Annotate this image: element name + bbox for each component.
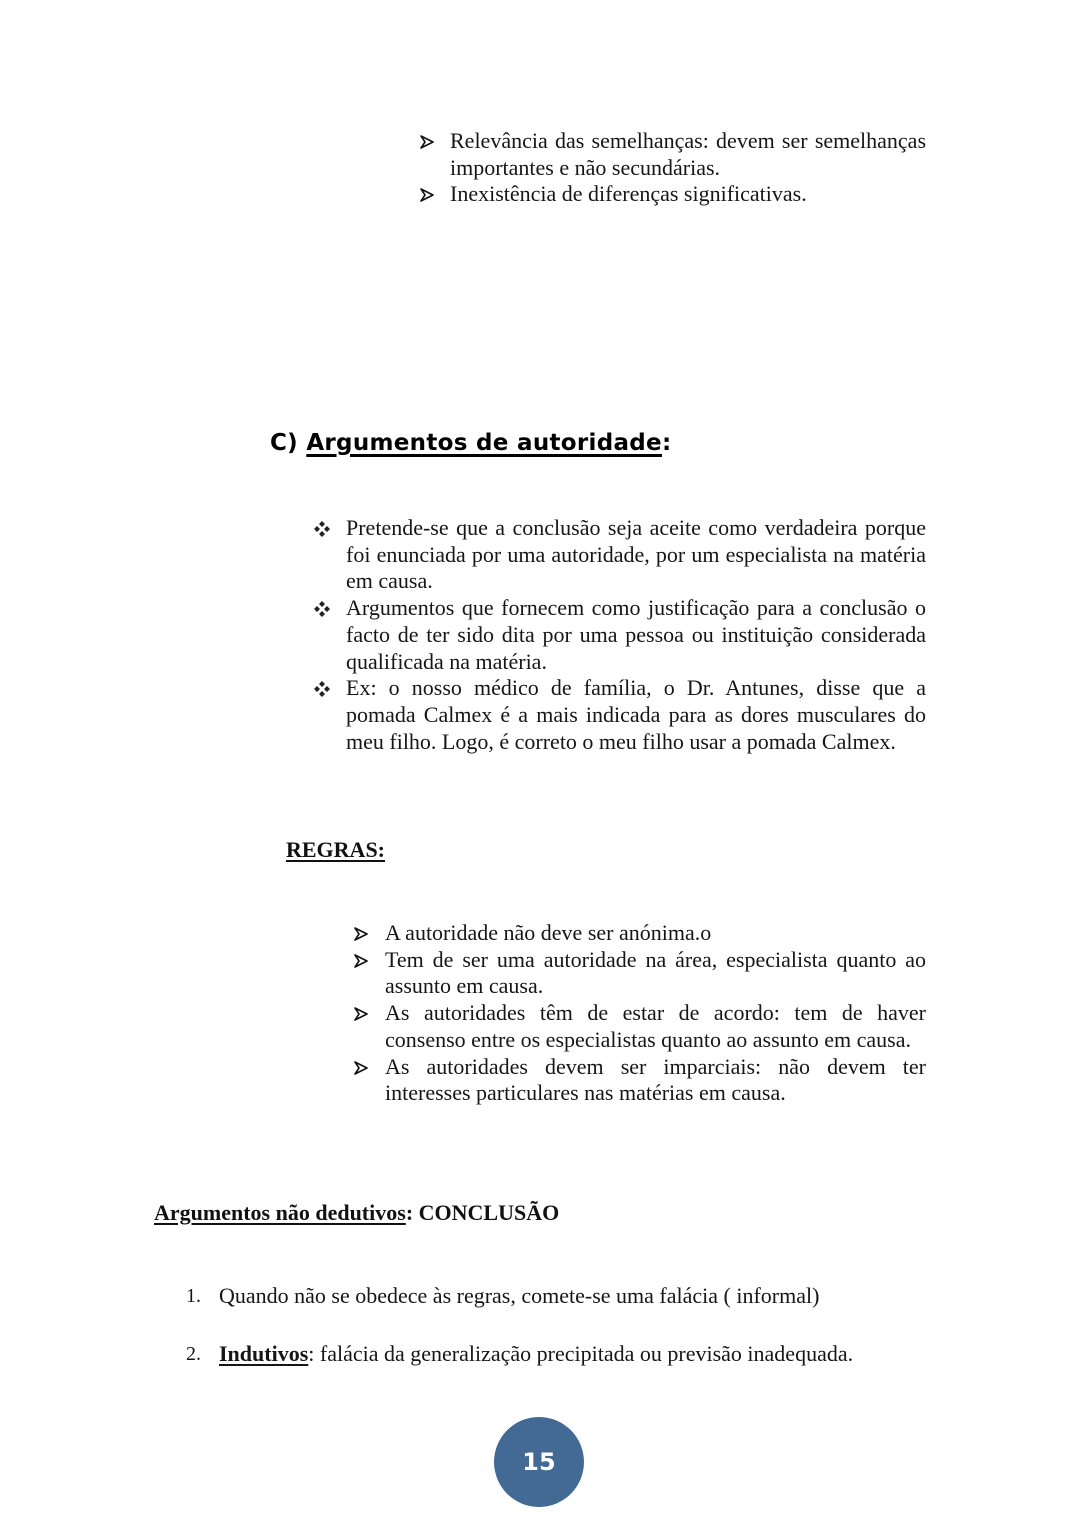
conclusion-heading-term: Argumentos não dedutivos xyxy=(154,1200,406,1225)
list-item xyxy=(418,181,926,208)
list-item-text: As autoridades têm de estar de acordo: tem de haver consenso entre os especialistas quanto ao assunto em causa. xyxy=(385,1000,926,1052)
authority-arguments-list xyxy=(314,515,926,755)
page-number-badge xyxy=(494,1417,584,1507)
conclusion-heading xyxy=(154,1200,559,1226)
four-diamond-bullet-icon xyxy=(314,681,330,697)
conclusion-heading-rest: : CONCLUSÃO xyxy=(405,1200,560,1225)
numbered-item-text: : falácia da generalização precipitada ou previsão inadequada. xyxy=(308,1340,854,1366)
page-number: 15 xyxy=(522,1448,556,1476)
list-item-text: Relevância das semelhanças: devem ser semelhanças importantes e não secundárias. xyxy=(450,128,926,180)
arrowhead-bullet-icon xyxy=(420,135,434,149)
arrowhead-bullet-icon xyxy=(354,954,368,968)
bold-term: Indutivos xyxy=(219,1340,309,1366)
arrowhead-bullet-icon xyxy=(354,1007,368,1021)
list-item-text: A autoridade não deve ser anónima.o xyxy=(385,920,712,945)
rules-heading: REGRAS: xyxy=(286,837,386,862)
item-number: 1. xyxy=(186,1285,201,1307)
section-heading xyxy=(270,430,671,456)
item-number: 2. xyxy=(186,1342,201,1365)
list-item xyxy=(352,1000,926,1053)
arrowhead-bullet-icon xyxy=(354,927,368,941)
numbered-item xyxy=(186,1341,946,1368)
arrowhead-bullet-icon xyxy=(420,188,434,202)
list-item-text: Inexistência de diferenças significativas. xyxy=(450,181,807,207)
list-item xyxy=(314,595,926,675)
section-suffix: : xyxy=(661,430,672,456)
conclusion-list xyxy=(186,1283,946,1367)
list-item-text: Argumentos que fornecem como justificação para a conclusão o facto de ter sido dita por uma pessoa ou instituição considerada qualificada na matéria. xyxy=(346,595,926,674)
arrowhead-bullet-icon xyxy=(354,1061,368,1075)
list-item xyxy=(314,675,926,755)
four-diamond-bullet-icon xyxy=(314,521,330,537)
list-item xyxy=(352,1054,926,1107)
numbered-item-text: Quando não se obedece às regras, comete-se uma falácia ( informal) xyxy=(219,1283,820,1308)
list-item xyxy=(418,128,926,181)
section-prefix: C) xyxy=(270,430,298,456)
numbered-item xyxy=(186,1283,946,1310)
list-item-text: As autoridades devem ser imparciais: não devem ter interesses particulares nas matérias em causa. xyxy=(385,1053,926,1106)
list-item-text: Tem de ser uma autoridade na área, especialista quanto ao assunto em causa. xyxy=(385,946,926,999)
similarity-criteria-list xyxy=(418,128,926,208)
four-diamond-bullet-icon xyxy=(314,601,330,617)
list-item xyxy=(352,947,926,1000)
section-title: Argumentos de autoridade xyxy=(306,430,662,456)
list-item-text: Pretende-se que a conclusão seja aceite como verdadeira porque foi enunciada por uma autoridade, por um especialista na matéria em causa. xyxy=(346,515,926,594)
list-item xyxy=(314,515,926,595)
list-item xyxy=(352,920,926,947)
rules-list xyxy=(352,920,926,1107)
list-item-text: Ex: o nosso médico de família, o Dr. Antunes, disse que a pomada Calmex é a mais indicada para as dores musculares do meu filho. Logo, é correto o meu filho usar a pomada Calmex. xyxy=(346,675,926,754)
